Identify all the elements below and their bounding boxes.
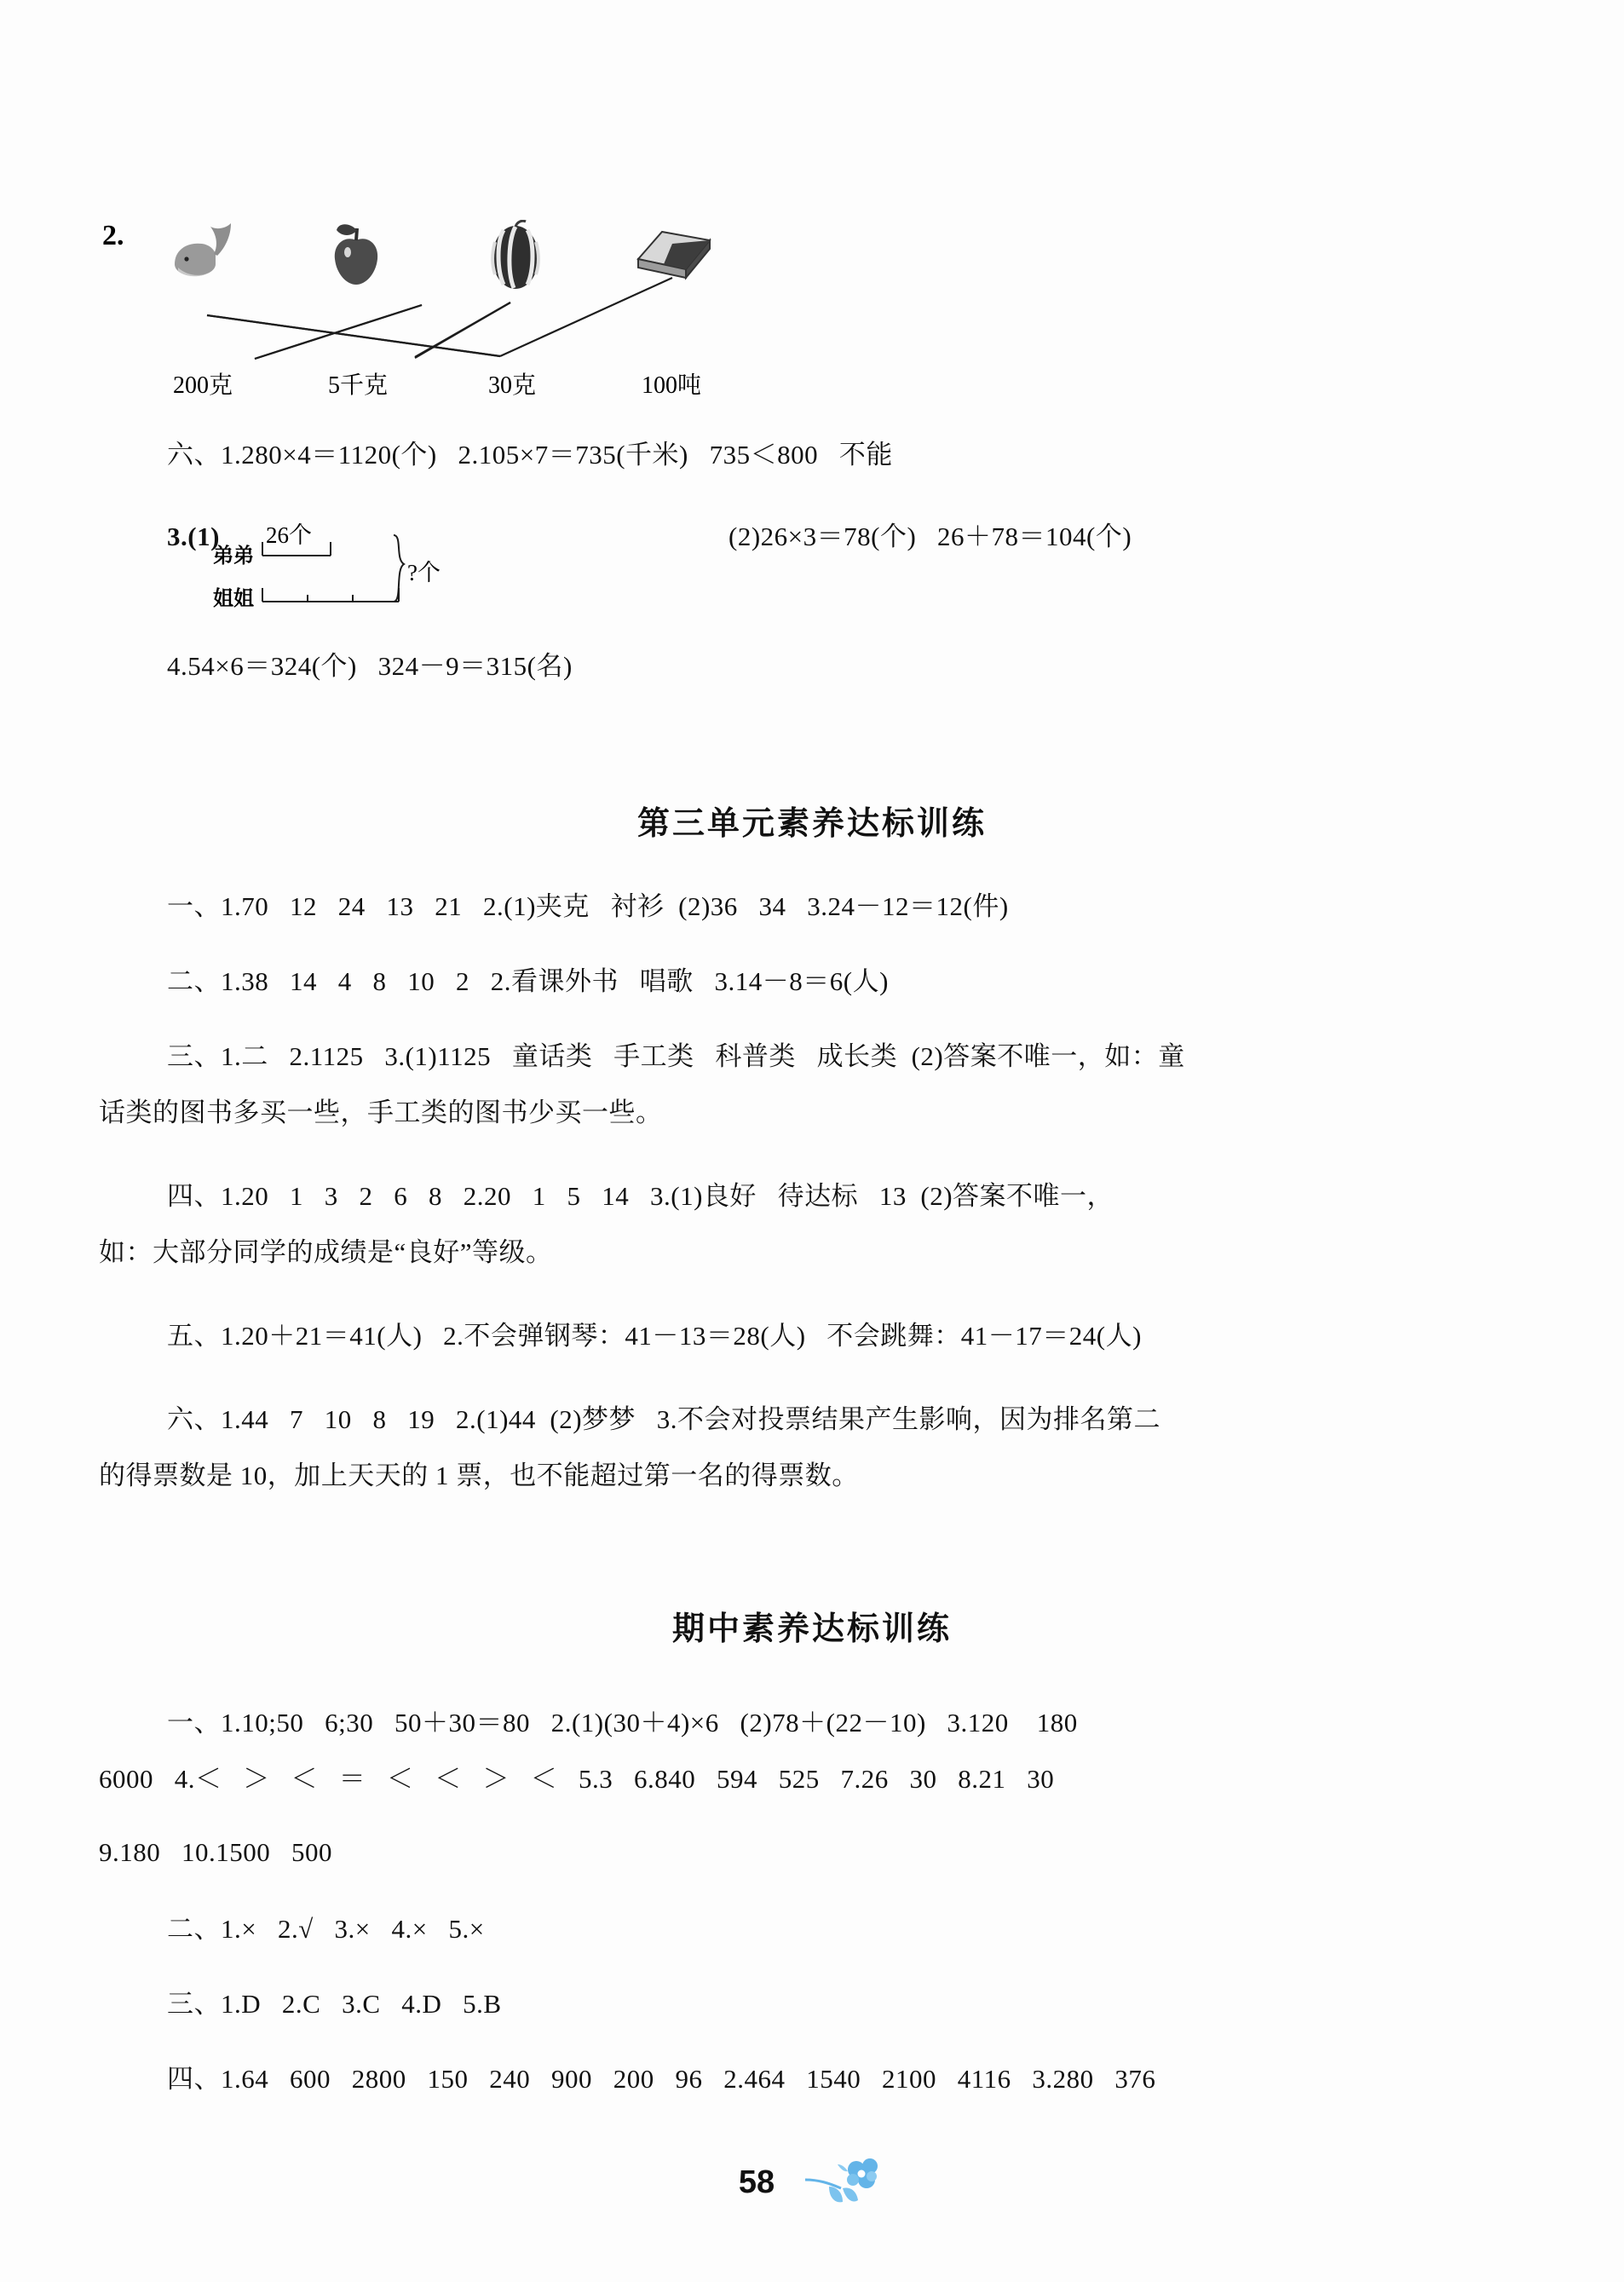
flower-branch-icon xyxy=(803,2154,885,2210)
matching-label-1: 5千克 xyxy=(328,372,389,399)
matching-question-number: 2. xyxy=(102,220,124,251)
midterm-line-1: 6000 4.＜ ＞ ＜ ＝ ＜ ＜ ＞ ＜ 5.3 6.840 594 525 7.26 30 8.21 30 xyxy=(99,1764,1055,1794)
segment-known-label: 26个 xyxy=(266,522,312,548)
midterm-line-0: 一、1.10;50 6;30 50＋30＝80 2.(1)(30＋4)×6 (2)78＋(22－10) 3.120 180 xyxy=(167,1708,1078,1737)
page-footer xyxy=(0,2154,1624,2210)
matching-label-0: 200克 xyxy=(173,372,233,399)
unit3-line-2: 三、1.二 2.1125 3.(1)1125 童话类 手工类 科普类 成长类 (2)答案不唯一，如：童 xyxy=(167,1041,1185,1071)
unit3-line-3: 话类的图书多买一些，手工类的图书少买一些。 xyxy=(99,1098,663,1127)
answer-line-liu-3-right: (2)26×3＝78(个) 26＋78＝104(个) xyxy=(728,522,1132,551)
apple-icon xyxy=(326,220,386,290)
segment-diagram-lines xyxy=(213,520,656,609)
answer-line-liu-4: 4.54×6＝324(个) 324－9＝315(名) xyxy=(167,651,573,681)
segment-brace-label: ?个 xyxy=(407,560,441,585)
whale-icon xyxy=(166,220,243,290)
unit3-line-4: 四、1.20 1 3 2 6 8 2.20 1 5 14 3.(1)良好 待达标 13 (2)答案不唯一， xyxy=(167,1181,1114,1211)
matching-exercise xyxy=(102,220,814,412)
watermelon-icon xyxy=(483,220,548,290)
unit3-line-0: 一、1.70 12 24 13 21 2.(1)夹克 衬衫 (2)36 34 3.24－12＝12(件) xyxy=(167,891,1009,921)
midterm-line-3: 二、1.× 2.√ 3.× 4.× 5.× xyxy=(167,1914,485,1944)
unit3-line-6: 五、1.20＋21＝41(人) 2.不会弹钢琴：41－13＝28(人) 不会跳舞：41－17＝24(人) xyxy=(167,1321,1142,1351)
unit3-line-7: 六、1.44 7 10 8 19 2.(1)44 (2)梦梦 3.不会对投票结果产生影响，因为排名第二 xyxy=(167,1404,1161,1434)
midterm-line-4: 三、1.D 2.C 3.C 4.D 5.B xyxy=(167,1989,502,2019)
midterm-line-5: 四、1.64 600 2800 150 240 900 200 96 2.464 1540 2100 4116 3.280 376 xyxy=(167,2064,1156,2094)
midterm-line-2: 9.180 10.1500 500 xyxy=(99,1837,332,1867)
segment-question-number: 3.(1) xyxy=(167,522,220,551)
page-number: 58 xyxy=(738,2164,775,2200)
answer-line-liu-1: 六、1.280×4＝1120(个) 2.105×7＝735(千米) 735＜800 不能 xyxy=(167,440,893,470)
midterm-title: 期中素养达标训练 xyxy=(671,1611,952,1647)
matching-label-3: 100吨 xyxy=(642,372,702,399)
eraser-icon xyxy=(633,225,715,286)
unit3-title: 第三单元素养达标训练 xyxy=(636,806,987,842)
unit3-line-8: 的得票数是 10，加上天天的 1 票，也不能超过第一名的得票数。 xyxy=(99,1461,859,1490)
unit3-line-1: 二、1.38 14 4 8 10 2 2.看课外书 唱歌 3.14－8＝6(人) xyxy=(167,966,889,996)
matching-label-2: 30克 xyxy=(488,372,537,399)
segment-row-label-1: 姐姐 xyxy=(213,588,254,610)
segment-diagram xyxy=(213,520,656,609)
segment-row-label-0: 弟弟 xyxy=(213,545,254,568)
unit3-line-5: 如：大部分同学的成绩是“良好”等级。 xyxy=(99,1237,553,1267)
